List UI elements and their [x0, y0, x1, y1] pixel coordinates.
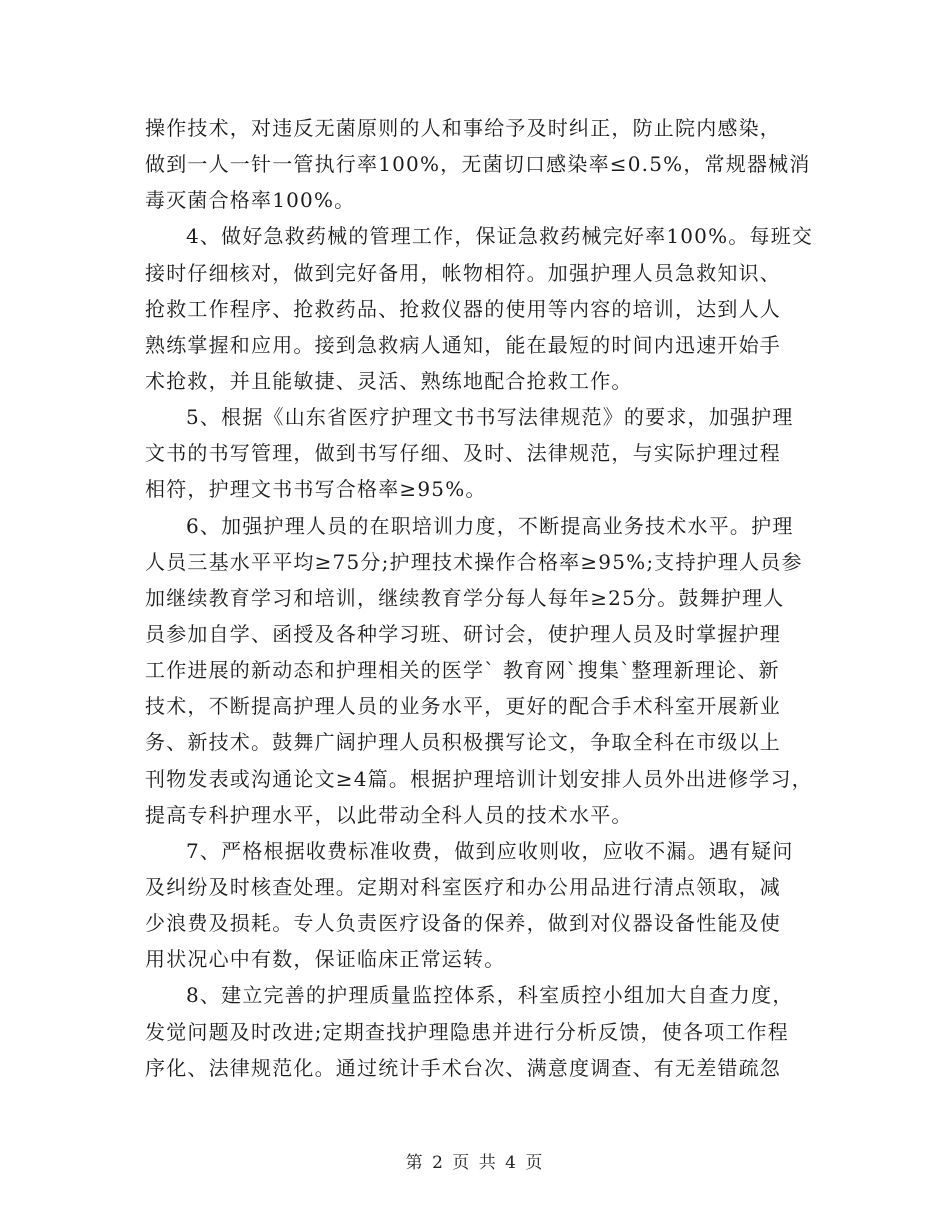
text-line: 少浪费及损耗。专人负责医疗设备的保养，做到对仪器设备性能及使 [145, 911, 781, 936]
text-line: 术抢救，并且能敏捷、灵活、熟练地配合抢救工作。 [145, 368, 633, 393]
text-line: 抢救工作程序、抢救药品、抢救仪器的使用等内容的培训，达到人人 [145, 296, 781, 321]
text-line: 文书的书写管理，做到书写仔细、及时、法律规范，与实际护理过程 [145, 441, 781, 466]
text-line: 加继续教育学习和培训，继续教育学分每人每年≥25分。鼓舞护理人 [145, 585, 785, 610]
text-line: 刊物发表或沟通论文≥4篇。根据护理培训计划安排人员外出进修学习， [145, 766, 813, 791]
text-line: 用状况心中有数，保证临床正常运转。 [145, 947, 506, 972]
text-line: 操作技术，对违反无菌原则的人和事给予及时纠正，防止院内感染， [145, 116, 781, 140]
text-line: 序化、法律规范化。通过统计手术台次、满意度调查、有无差错疏忽 [145, 1055, 781, 1080]
text-line: 做到一人一针一管执行率100%，无菌切口感染率≤0.5%，常规器械消 [145, 152, 811, 177]
text-line: 及纠纷及时核查处理。定期对科室医疗和办公用品进行清点领取，减 [145, 874, 781, 899]
paragraph-4-start: 4、做好急救药械的管理工作，保证急救药械完好率100%。每班交 [186, 224, 814, 249]
text-line: 务、新技术。鼓舞广阔护理人员积极撰写论文，争取全科在市级以上 [145, 730, 781, 755]
text-line: 技术，不断提高护理人员的业务水平，更好的配合手术科室开展新业 [145, 694, 781, 719]
text-line: 提高专科护理水平，以此带动全科人员的技术水平。 [145, 802, 633, 827]
text-line: 接时仔细核对，做到完好备用，帐物相符。加强护理人员急救知识、 [145, 260, 781, 285]
text-line: 工作进展的新动态和护理相关的医学` 教育网`搜集`整理新理论、新 [145, 658, 780, 683]
text-line: 毒灭菌合格率100%。 [145, 188, 356, 213]
text-line: 熟练掌握和应用。接到急救病人通知，能在最短的时间内迅速开始手 [145, 332, 781, 357]
page-number-footer: 第 2 页 共 4 页 [405, 1153, 545, 1173]
document-body [145, 110, 825, 1086]
text-line: 相符，护理文书书写合格率≥95%。 [145, 477, 487, 502]
text-line: 员参加自学、函授及各种学习班、研讨会，使护理人员及时掌握护理 [145, 621, 781, 646]
paragraph-8-start: 8、建立完善的护理质量监控体系，科室质控小组加大自查力度， [186, 983, 794, 1008]
paragraph-6-start: 6、加强护理人员的在职培训力度，不断提高业务技术水平。护理 [186, 513, 794, 538]
paragraph-7-start: 7、严格根据收费标准收费，做到应收则收，应收不漏。遇有疑问 [186, 838, 794, 863]
paragraph-5-start: 5、根据《山东省医疗护理文书书写法律规范》的要求，加强护理 [186, 405, 794, 430]
text-line: 发觉问题及时改进;定期查找护理隐患并进行分析反馈，使各项工作程 [145, 1019, 789, 1044]
text-line: 人员三基水平平均≥75分;护理技术操作合格率≥95%;支持护理人员参 [145, 549, 803, 574]
